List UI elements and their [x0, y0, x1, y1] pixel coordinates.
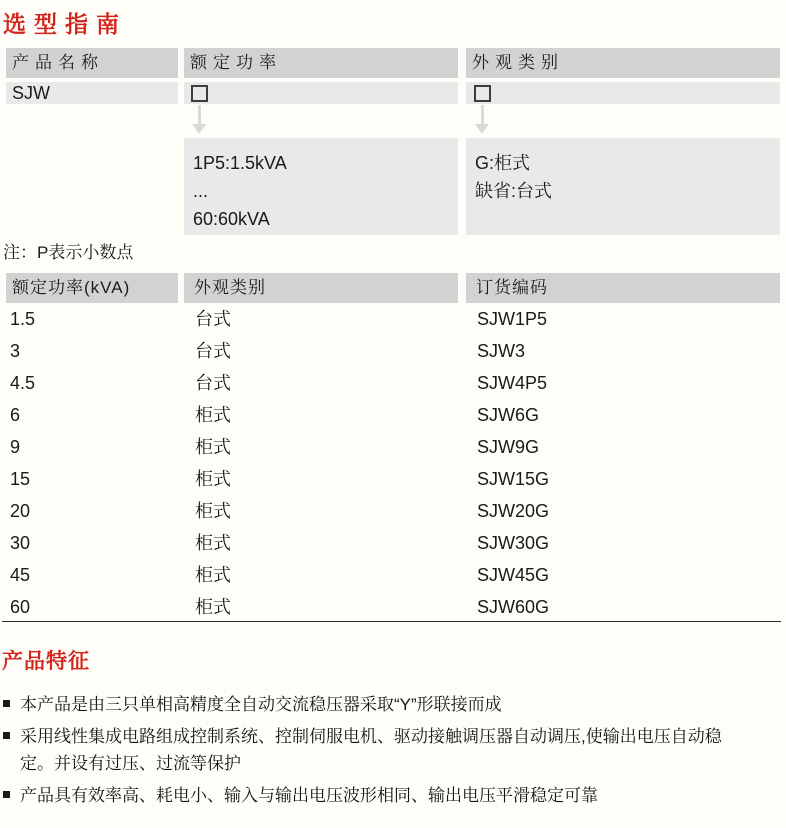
- features-title: 产品特征: [2, 650, 90, 673]
- table-row: [3, 559, 783, 591]
- code-cell: SJW45G: [477, 565, 550, 585]
- code-cell: SJW15G: [477, 469, 550, 489]
- down-arrow-icon: [475, 124, 489, 134]
- feature-item: [3, 691, 783, 718]
- code-cell: SJW3: [477, 341, 526, 361]
- page-title: 选型指南: [3, 11, 127, 37]
- down-arrow-icon: [198, 105, 201, 125]
- appearance-cell: 台式: [195, 341, 231, 361]
- feature-line: 采用线性集成电路组成控制系统、控制伺服电机、驱动接触调压器自动调压,使输出电压自动稳: [20, 727, 722, 746]
- code-cell: SJW30G: [477, 533, 550, 553]
- table-row: [3, 367, 783, 399]
- down-arrow-icon: [192, 124, 206, 134]
- square-bullet-icon: [3, 700, 10, 707]
- power-option-line: 1P5:1.5kVA: [193, 153, 287, 173]
- appearance-cell: 柜式: [195, 405, 231, 425]
- appearance-cell: 柜式: [195, 501, 231, 521]
- feature-item: [3, 782, 783, 809]
- power-option-line: ...: [193, 181, 209, 201]
- power-cell: 9: [10, 437, 21, 457]
- selector-header-product-name: 产品名称: [6, 48, 178, 78]
- code-cell: SJW20G: [477, 501, 550, 521]
- appearance-options-box: [466, 138, 780, 235]
- power-cell: 4.5: [10, 373, 36, 393]
- feature-line: 本产品是由三只单相高精度全自动交流稳压器采取“Y”形联接而成: [20, 695, 502, 714]
- power-option-line: 60:60kVA: [193, 209, 270, 229]
- code-cell: SJW9G: [477, 437, 540, 457]
- power-options-box: [184, 138, 458, 235]
- square-bullet-icon: [3, 791, 10, 798]
- appearance-cell: 台式: [195, 373, 231, 393]
- order-header-code: 订货编码: [466, 273, 780, 303]
- table-row: [3, 591, 783, 623]
- rated-power-code-cell: [184, 82, 458, 104]
- square-bullet-icon: [3, 732, 10, 739]
- table-row: [3, 527, 783, 559]
- table-row: [3, 399, 783, 431]
- feature-line: 产品具有效率高、耗电小、输入与输出电压波形相同、输出电压平滑稳定可靠: [20, 786, 598, 805]
- selector-header-rated-power: 额定功率: [184, 48, 458, 78]
- table-row: [3, 431, 783, 463]
- power-cell: 45: [10, 565, 31, 585]
- table-bottom-border: [2, 621, 781, 622]
- feature-item: [3, 723, 783, 777]
- power-placeholder-box-icon: [191, 85, 208, 102]
- product-name-cell: SJW: [6, 82, 178, 104]
- appearance-option-line: 缺省:台式: [475, 181, 553, 201]
- code-cell: SJW60G: [477, 597, 550, 617]
- code-cell: SJW1P5: [477, 309, 548, 329]
- appearance-placeholder-box-icon: [474, 85, 491, 102]
- power-cell: 30: [10, 533, 31, 553]
- feature-line: 定。并设有过压、过流等保护: [20, 754, 241, 773]
- features-list: [3, 691, 783, 814]
- order-header-appearance: 外观类别: [184, 273, 458, 303]
- table-row: [3, 335, 783, 367]
- appearance-cell: 柜式: [195, 437, 231, 457]
- power-cell: 3: [10, 341, 21, 361]
- appearance-cell: 柜式: [195, 533, 231, 553]
- table-row: [3, 495, 783, 527]
- appearance-cell: 柜式: [195, 565, 231, 585]
- code-cell: SJW4P5: [477, 373, 548, 393]
- appearance-option-line: G:柜式: [475, 153, 531, 173]
- appearance-code-cell: [466, 82, 780, 104]
- appearance-cell: 台式: [195, 309, 231, 329]
- note-text: 注：P表示小数点: [3, 243, 134, 262]
- code-cell: SJW6G: [477, 405, 540, 425]
- table-row: [3, 463, 783, 495]
- power-cell: 1.5: [10, 309, 36, 329]
- appearance-cell: 柜式: [195, 597, 231, 617]
- power-cell: 15: [10, 469, 31, 489]
- down-arrow-icon: [481, 105, 484, 125]
- table-row: [3, 303, 783, 335]
- appearance-cell: 柜式: [195, 469, 231, 489]
- selector-header-appearance: 外观类别: [466, 48, 780, 78]
- power-cell: 6: [10, 405, 21, 425]
- power-cell: 20: [10, 501, 31, 521]
- order-header-rated-power: 额定功率(kVA): [6, 273, 178, 303]
- power-cell: 60: [10, 597, 31, 617]
